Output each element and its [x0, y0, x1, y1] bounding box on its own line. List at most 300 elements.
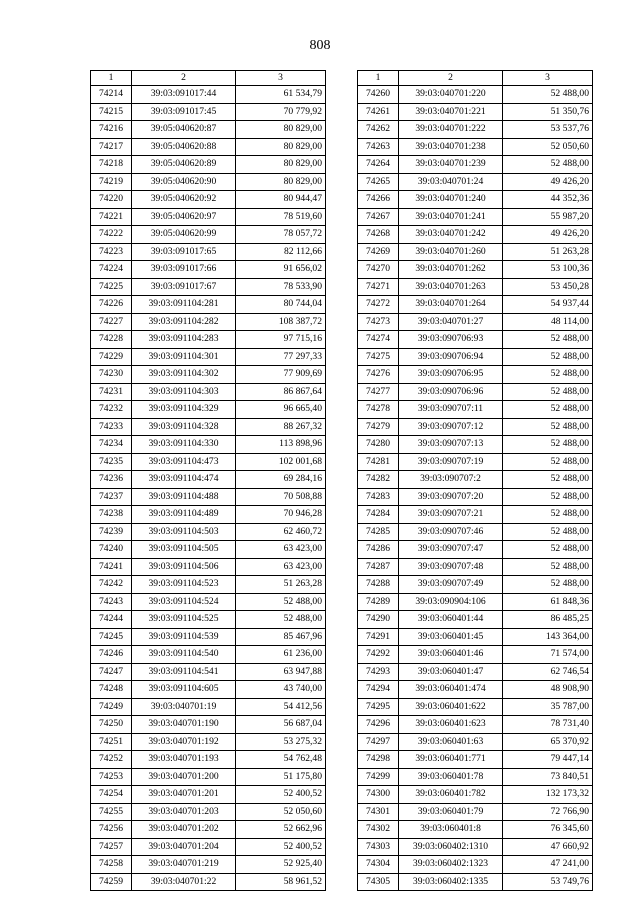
row-number: 74243: [91, 593, 132, 611]
row-number: 74219: [91, 173, 132, 191]
row-number: 74277: [358, 383, 399, 401]
value-cell: 52 050,60: [236, 803, 326, 821]
cadastral-number: 39:05:040620:87: [132, 121, 236, 139]
value-cell: 97 715,16: [236, 331, 326, 349]
cadastral-number: 39:03:060401:474: [399, 681, 503, 699]
cadastral-number: 39:03:060401:45: [399, 628, 503, 646]
row-number: 74282: [358, 471, 399, 489]
row-number: 74280: [358, 436, 399, 454]
cadastral-number: 39:03:091104:282: [132, 313, 236, 331]
value-cell: 52 925,40: [236, 856, 326, 874]
row-number: 74290: [358, 611, 399, 629]
cadastral-number: 39:03:040701:203: [132, 803, 236, 821]
cadastral-number: 39:03:091017:66: [132, 261, 236, 279]
table-row: [91, 611, 326, 629]
row-number: 74241: [91, 558, 132, 576]
table-row: [91, 838, 326, 856]
value-cell: 80 829,00: [236, 173, 326, 191]
row-number: 74289: [358, 593, 399, 611]
cadastral-number: 39:03:090707:19: [399, 453, 503, 471]
row-number: 74255: [91, 803, 132, 821]
row-number: 74223: [91, 243, 132, 261]
value-cell: 63 947,88: [236, 663, 326, 681]
table-row: [358, 576, 593, 594]
value-cell: 77 297,33: [236, 348, 326, 366]
value-cell: 61 534,79: [236, 86, 326, 104]
table-row: [91, 698, 326, 716]
cadastral-number: 39:03:091104:301: [132, 348, 236, 366]
row-number: 74240: [91, 541, 132, 559]
cadastral-number: 39:03:090706:94: [399, 348, 503, 366]
table-row: [91, 523, 326, 541]
cadastral-number: 39:03:091017:67: [132, 278, 236, 296]
cadastral-number: 39:03:040701:204: [132, 838, 236, 856]
cadastral-number: 39:03:040701:264: [399, 296, 503, 314]
row-number: 74271: [358, 278, 399, 296]
cadastral-number: 39:03:090707:47: [399, 541, 503, 559]
row-number: 74252: [91, 751, 132, 769]
row-number: 74217: [91, 138, 132, 156]
row-number: 74215: [91, 103, 132, 121]
table-row: [358, 488, 593, 506]
cadastral-number: 39:03:060401:79: [399, 803, 503, 821]
column-header-cadastral: 2: [399, 71, 503, 86]
table-row: [91, 191, 326, 209]
table-row: [358, 471, 593, 489]
value-cell: 65 370,92: [503, 733, 593, 751]
value-cell: 52 400,52: [236, 838, 326, 856]
row-number: 74283: [358, 488, 399, 506]
value-cell: 35 787,00: [503, 698, 593, 716]
value-cell: 52 488,00: [503, 506, 593, 524]
value-cell: 51 175,80: [236, 768, 326, 786]
table-row: [358, 348, 593, 366]
cadastral-number: 39:03:091104:329: [132, 401, 236, 419]
cadastral-number: 39:03:040701:241: [399, 208, 503, 226]
cadastral-number: 39:03:060401:622: [399, 698, 503, 716]
value-cell: 63 423,00: [236, 541, 326, 559]
cadastral-number: 39:03:091104:328: [132, 418, 236, 436]
row-number: 74237: [91, 488, 132, 506]
cadastral-number: 39:03:091104:539: [132, 628, 236, 646]
row-number: 74267: [358, 208, 399, 226]
row-number: 74261: [358, 103, 399, 121]
cadastral-number: 39:05:040620:97: [132, 208, 236, 226]
cadastral-number: 39:03:060402:1310: [399, 838, 503, 856]
value-cell: 70 946,28: [236, 506, 326, 524]
column-header-number: 1: [91, 71, 132, 86]
row-number: 74287: [358, 558, 399, 576]
value-cell: 77 909,69: [236, 366, 326, 384]
row-number: 74286: [358, 541, 399, 559]
table-row: [91, 436, 326, 454]
value-cell: 73 840,51: [503, 768, 593, 786]
row-number: 74221: [91, 208, 132, 226]
cadastral-number: 39:03:040701:200: [132, 768, 236, 786]
table-row: [91, 716, 326, 734]
value-cell: 52 488,00: [503, 366, 593, 384]
row-number: 74293: [358, 663, 399, 681]
right-table-body: [358, 86, 593, 891]
row-number: 74263: [358, 138, 399, 156]
table-row: [358, 103, 593, 121]
row-number: 74232: [91, 401, 132, 419]
row-number: 74244: [91, 611, 132, 629]
cadastral-number: 39:03:091104:503: [132, 523, 236, 541]
table-row: [91, 681, 326, 699]
row-number: 74228: [91, 331, 132, 349]
cadastral-number: 39:03:091017:44: [132, 86, 236, 104]
row-number: 74214: [91, 86, 132, 104]
value-cell: 78 731,40: [503, 716, 593, 734]
value-cell: 58 961,52: [236, 873, 326, 891]
column-header-number: 1: [358, 71, 399, 86]
row-number: 74264: [358, 156, 399, 174]
value-cell: 86 867,64: [236, 383, 326, 401]
row-number: 74236: [91, 471, 132, 489]
value-cell: 56 687,04: [236, 716, 326, 734]
table-row: [91, 296, 326, 314]
value-cell: 80 829,00: [236, 121, 326, 139]
table-row: [91, 628, 326, 646]
row-number: 74248: [91, 681, 132, 699]
value-cell: 62 746,54: [503, 663, 593, 681]
value-cell: 52 488,00: [503, 156, 593, 174]
value-cell: 143 364,00: [503, 628, 593, 646]
value-cell: 52 488,00: [503, 558, 593, 576]
table-row: [91, 103, 326, 121]
table-row: [358, 243, 593, 261]
value-cell: 52 488,00: [503, 523, 593, 541]
value-cell: 52 488,00: [503, 576, 593, 594]
column-header-value: 3: [503, 71, 593, 86]
value-cell: 51 350,76: [503, 103, 593, 121]
cadastral-number: 39:03:060401:8: [399, 821, 503, 839]
row-number: 74254: [91, 786, 132, 804]
value-cell: 55 987,20: [503, 208, 593, 226]
row-number: 74259: [91, 873, 132, 891]
row-number: 74247: [91, 663, 132, 681]
value-cell: 52 488,00: [503, 348, 593, 366]
page-number: 808: [309, 38, 331, 53]
cadastral-number: 39:03:090707:13: [399, 436, 503, 454]
table-row: [358, 751, 593, 769]
row-number: 74305: [358, 873, 399, 891]
table-row: [358, 803, 593, 821]
table-row: [358, 523, 593, 541]
value-cell: 62 460,72: [236, 523, 326, 541]
table-row: [91, 453, 326, 471]
value-cell: 88 267,32: [236, 418, 326, 436]
cadastral-number: 39:03:040701:193: [132, 751, 236, 769]
cadastral-number: 39:03:060401:47: [399, 663, 503, 681]
cadastral-number: 39:03:040701:27: [399, 313, 503, 331]
table-row: [358, 558, 593, 576]
cadastral-number: 39:03:091104:488: [132, 488, 236, 506]
cadastral-number: 39:05:040620:99: [132, 226, 236, 244]
row-number: 74249: [91, 698, 132, 716]
value-cell: 53 100,36: [503, 261, 593, 279]
table-row: [358, 733, 593, 751]
value-cell: 49 426,20: [503, 226, 593, 244]
cadastral-number: 39:03:090707:2: [399, 471, 503, 489]
value-cell: 54 762,48: [236, 751, 326, 769]
row-number: 74225: [91, 278, 132, 296]
right-table-header: [358, 71, 593, 86]
cadastral-number: 39:03:040701:192: [132, 733, 236, 751]
table-row: [91, 418, 326, 436]
cadastral-number: 39:03:060401:623: [399, 716, 503, 734]
value-cell: 52 400,52: [236, 786, 326, 804]
row-number: 74227: [91, 313, 132, 331]
cadastral-number: 39:03:091104:474: [132, 471, 236, 489]
row-number: 74276: [358, 366, 399, 384]
value-cell: 48 908,90: [503, 681, 593, 699]
cadastral-number: 39:03:090706:96: [399, 383, 503, 401]
cadastral-number: 39:03:060401:63: [399, 733, 503, 751]
table-row: [358, 453, 593, 471]
cadastral-number: 39:03:060401:44: [399, 611, 503, 629]
row-number: 74216: [91, 121, 132, 139]
row-number: 74253: [91, 768, 132, 786]
value-cell: 52 488,00: [503, 418, 593, 436]
row-number: 74272: [358, 296, 399, 314]
table-row: [358, 611, 593, 629]
table-row: [358, 716, 593, 734]
table-row: [358, 191, 593, 209]
value-cell: 52 488,00: [503, 488, 593, 506]
table-row: [358, 873, 593, 891]
table-row: [91, 751, 326, 769]
cadastral-number: 39:03:090707:48: [399, 558, 503, 576]
table-row: [91, 331, 326, 349]
cadastral-number: 39:03:091104:506: [132, 558, 236, 576]
cadastral-number: 39:03:040701:240: [399, 191, 503, 209]
table-row: [91, 156, 326, 174]
cadastral-number: 39:03:040701:24: [399, 173, 503, 191]
column-header-value: 3: [236, 71, 326, 86]
cadastral-number: 39:03:040701:242: [399, 226, 503, 244]
value-cell: 52 488,00: [503, 471, 593, 489]
row-number: 74256: [91, 821, 132, 839]
value-cell: 52 488,00: [503, 331, 593, 349]
table-row: [91, 313, 326, 331]
cadastral-number: 39:03:060402:1323: [399, 856, 503, 874]
value-cell: 80 829,00: [236, 156, 326, 174]
value-cell: 51 263,28: [503, 243, 593, 261]
value-cell: 61 236,00: [236, 646, 326, 664]
value-cell: 70 508,88: [236, 488, 326, 506]
table-row: [91, 768, 326, 786]
value-cell: 71 574,00: [503, 646, 593, 664]
value-cell: 96 665,40: [236, 401, 326, 419]
value-cell: 113 898,96: [236, 436, 326, 454]
table-row: [91, 261, 326, 279]
row-number: 74226: [91, 296, 132, 314]
cadastral-number: 39:03:040701:263: [399, 278, 503, 296]
value-cell: 82 112,66: [236, 243, 326, 261]
row-number: 74269: [358, 243, 399, 261]
cadastral-number: 39:03:090707:49: [399, 576, 503, 594]
cadastral-number: 39:03:091104:303: [132, 383, 236, 401]
cadastral-number: 39:03:091104:283: [132, 331, 236, 349]
table-row: [358, 628, 593, 646]
cadastral-number: 39:03:091104:540: [132, 646, 236, 664]
table-row: [91, 733, 326, 751]
cadastral-number: 39:03:091104:330: [132, 436, 236, 454]
value-cell: 132 173,32: [503, 786, 593, 804]
table-row: [358, 278, 593, 296]
row-number: 74294: [358, 681, 399, 699]
table-row: [358, 121, 593, 139]
value-cell: 54 937,44: [503, 296, 593, 314]
table-row: [358, 663, 593, 681]
row-number: 74235: [91, 453, 132, 471]
value-cell: 61 848,36: [503, 593, 593, 611]
row-number: 74298: [358, 751, 399, 769]
table-row: [91, 121, 326, 139]
cadastral-number: 39:05:040620:88: [132, 138, 236, 156]
table-row: [358, 698, 593, 716]
cadastral-number: 39:05:040620:89: [132, 156, 236, 174]
row-number: 74238: [91, 506, 132, 524]
cadastral-number: 39:03:040701:202: [132, 821, 236, 839]
value-cell: 108 387,72: [236, 313, 326, 331]
value-cell: 52 488,00: [503, 453, 593, 471]
cadastral-number: 39:03:091104:281: [132, 296, 236, 314]
cadastral-number: 39:03:090904:106: [399, 593, 503, 611]
row-number: 74300: [358, 786, 399, 804]
cadastral-number: 39:03:060401:771: [399, 751, 503, 769]
table-row: [358, 436, 593, 454]
cadastral-number: 39:03:091017:65: [132, 243, 236, 261]
row-number: 74292: [358, 646, 399, 664]
cadastral-number: 39:03:090707:11: [399, 401, 503, 419]
row-number: 74297: [358, 733, 399, 751]
table-row: [91, 243, 326, 261]
row-number: 74302: [358, 821, 399, 839]
table-row: [91, 138, 326, 156]
table-row: [91, 383, 326, 401]
table-row: [358, 173, 593, 191]
table-row: [358, 156, 593, 174]
table-row: [91, 173, 326, 191]
cadastral-number: 39:03:060402:1335: [399, 873, 503, 891]
value-cell: 70 779,92: [236, 103, 326, 121]
right-table: [357, 70, 593, 891]
table-row: [91, 646, 326, 664]
row-number: 74270: [358, 261, 399, 279]
row-number: 74245: [91, 628, 132, 646]
value-cell: 79 447,14: [503, 751, 593, 769]
value-cell: 52 488,00: [236, 611, 326, 629]
row-number: 74296: [358, 716, 399, 734]
row-number: 74274: [358, 331, 399, 349]
table-row: [358, 401, 593, 419]
left-table-body: [91, 86, 326, 891]
cadastral-number: 39:03:090707:20: [399, 488, 503, 506]
cadastral-number: 39:03:060401:78: [399, 768, 503, 786]
value-cell: 76 345,60: [503, 821, 593, 839]
value-cell: 54 412,56: [236, 698, 326, 716]
row-number: 74233: [91, 418, 132, 436]
value-cell: 52 488,00: [503, 436, 593, 454]
value-cell: 52 488,00: [236, 593, 326, 611]
cadastral-number: 39:03:060401:46: [399, 646, 503, 664]
row-number: 74250: [91, 716, 132, 734]
table-row: [358, 646, 593, 664]
row-number: 74299: [358, 768, 399, 786]
value-cell: 53 275,32: [236, 733, 326, 751]
value-cell: 80 744,04: [236, 296, 326, 314]
table-row: [91, 278, 326, 296]
table-row: [358, 786, 593, 804]
table-row: [358, 506, 593, 524]
table-row: [91, 348, 326, 366]
table-row: [91, 803, 326, 821]
table-row: [91, 663, 326, 681]
table-row: [358, 208, 593, 226]
value-cell: 52 488,00: [503, 383, 593, 401]
row-number: 74224: [91, 261, 132, 279]
table-row: [91, 558, 326, 576]
table-row: [91, 366, 326, 384]
cadastral-number: 39:03:091104:473: [132, 453, 236, 471]
table-row: [91, 593, 326, 611]
cadastral-number: 39:03:091104:302: [132, 366, 236, 384]
table-row: [358, 383, 593, 401]
table-row: [358, 856, 593, 874]
cadastral-number: 39:03:090706:95: [399, 366, 503, 384]
row-number: 74231: [91, 383, 132, 401]
value-cell: 51 263,28: [236, 576, 326, 594]
row-number: 74279: [358, 418, 399, 436]
row-number: 74258: [91, 856, 132, 874]
row-number: 74285: [358, 523, 399, 541]
table-row: [91, 856, 326, 874]
cadastral-number: 39:03:040701:260: [399, 243, 503, 261]
cadastral-number: 39:03:090707:46: [399, 523, 503, 541]
value-cell: 80 829,00: [236, 138, 326, 156]
row-number: 74229: [91, 348, 132, 366]
row-number: 74273: [358, 313, 399, 331]
value-cell: 78 533,90: [236, 278, 326, 296]
left-table: [90, 70, 326, 891]
table-row: [358, 226, 593, 244]
table-row: [91, 541, 326, 559]
row-number: 74268: [358, 226, 399, 244]
table-row: [91, 401, 326, 419]
value-cell: 86 485,25: [503, 611, 593, 629]
value-cell: 91 656,02: [236, 261, 326, 279]
cadastral-number: 39:03:040701:221: [399, 103, 503, 121]
value-cell: 78 057,72: [236, 226, 326, 244]
value-cell: 43 740,00: [236, 681, 326, 699]
table-row: [91, 471, 326, 489]
cadastral-number: 39:03:090707:12: [399, 418, 503, 436]
cadastral-number: 39:03:091104:505: [132, 541, 236, 559]
table-row: [358, 313, 593, 331]
cadastral-number: 39:03:040701:222: [399, 121, 503, 139]
value-cell: 47 660,92: [503, 838, 593, 856]
column-header-cadastral: 2: [132, 71, 236, 86]
cadastral-number: 39:05:040620:92: [132, 191, 236, 209]
value-cell: 44 352,36: [503, 191, 593, 209]
cadastral-number: 39:03:091104:524: [132, 593, 236, 611]
row-number: 74246: [91, 646, 132, 664]
table-row: [91, 786, 326, 804]
cadastral-number: 39:03:090707:21: [399, 506, 503, 524]
